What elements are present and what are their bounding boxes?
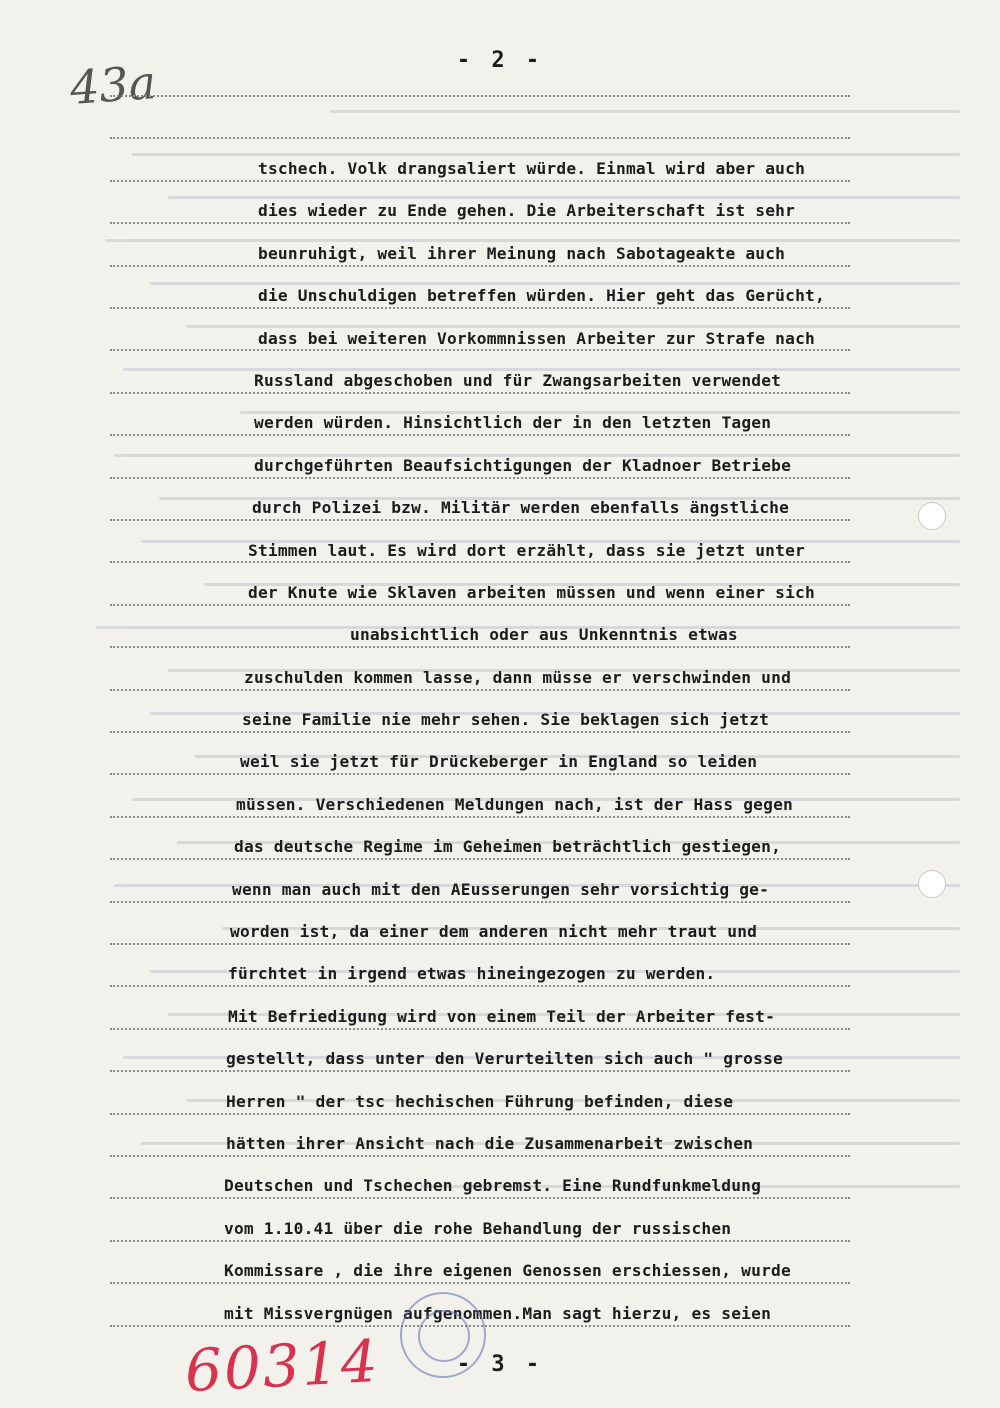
punch-hole-upper: [918, 502, 946, 530]
text-line: dass bei weiteren Vorkommnissen Arbeiter zur Strafe nach: [258, 328, 815, 348]
text-line: beunruhigt, weil ihrer Meinung nach Sabotageakte auch: [258, 243, 786, 263]
text-line: der Knute wie Sklaven arbeiten müssen und wenn einer sich: [248, 582, 815, 602]
text-line: das deutsche Regime im Geheimen beträchtlich gestiegen,: [234, 837, 782, 857]
text-line: Herren " der tsc hechischen Führung befinden, diese: [226, 1091, 734, 1111]
text-line: Mit Befriedigung wird von einem Teil der Arbeiter fest-: [228, 1006, 776, 1026]
text-line: Russland abgeschoben und für Zwangsarbeiten verwendet: [254, 370, 782, 390]
page-number-top: - 2 -: [456, 48, 544, 73]
text-line: werden würden. Hinsichtlich der in den letzten Tagen: [254, 413, 772, 433]
dotted-rule: [110, 137, 850, 139]
text-line: müssen. Verschiedenen Meldungen nach, ist der Hass gegen: [236, 794, 793, 814]
dotted-rule: [110, 95, 850, 97]
text-line: die Unschuldigen betreffen würden. Hier geht das Gerücht,: [258, 286, 825, 306]
text-line: hätten ihrer Ansicht nach die Zusammenarbeit zwischen: [226, 1133, 754, 1153]
text-line: worden ist, da einer dem anderen nicht mehr traut und: [230, 922, 758, 942]
text-line: seine Familie nie mehr sehen. Sie beklagen sich jetzt: [242, 710, 770, 730]
text-line: durch Polizei bzw. Militär werden ebenfalls ängstliche: [252, 498, 790, 518]
text-line: durchgeführten Beaufsichtigungen der Kladnoer Betriebe: [254, 455, 792, 475]
text-line: mit Missvergnügen aufgenommen.Man sagt hierzu, es seien: [224, 1303, 772, 1323]
text-line: wenn man auch mit den AEusserungen sehr vorsichtig ge-: [232, 879, 770, 899]
text-line: unabsichtlich oder aus Unkenntnis etwas: [350, 625, 738, 645]
typed-text-block: [224, 148, 980, 1335]
text-line: gestellt, dass unter den Verurteilten sich auch " grosse: [226, 1049, 783, 1069]
text-line: dies wieder zu Ende gehen. Die Arbeiterschaft ist sehr: [258, 201, 796, 221]
text-line: Stimmen laut. Es wird dort erzählt, dass sie jetzt unter: [248, 540, 805, 560]
handwritten-archive-number: 43a: [68, 55, 158, 115]
text-line: Kommissare , die ihre eigenen Genossen erschiessen, wurde: [224, 1261, 791, 1281]
page-number-bottom: - 3 -: [456, 1352, 544, 1377]
text-line: weil sie jetzt für Drückeberger in England so leiden: [240, 752, 758, 772]
handwritten-red-number: 60314: [183, 1326, 382, 1406]
text-line: zuschulden kommen lasse, dann müsse er verschwinden und: [244, 667, 792, 687]
text-line: tschech. Volk drangsaliert würde. Einmal wird aber auch: [258, 159, 806, 178]
text-line: Deutschen und Tschechen gebremst. Eine Rundfunkmeldung: [224, 1176, 762, 1196]
punch-hole-lower: [918, 870, 946, 898]
text-line: fürchtet in irgend etwas hineingezogen zu werden.: [228, 964, 716, 984]
text-line: vom 1.10.41 über die rohe Behandlung der russischen: [224, 1218, 732, 1238]
